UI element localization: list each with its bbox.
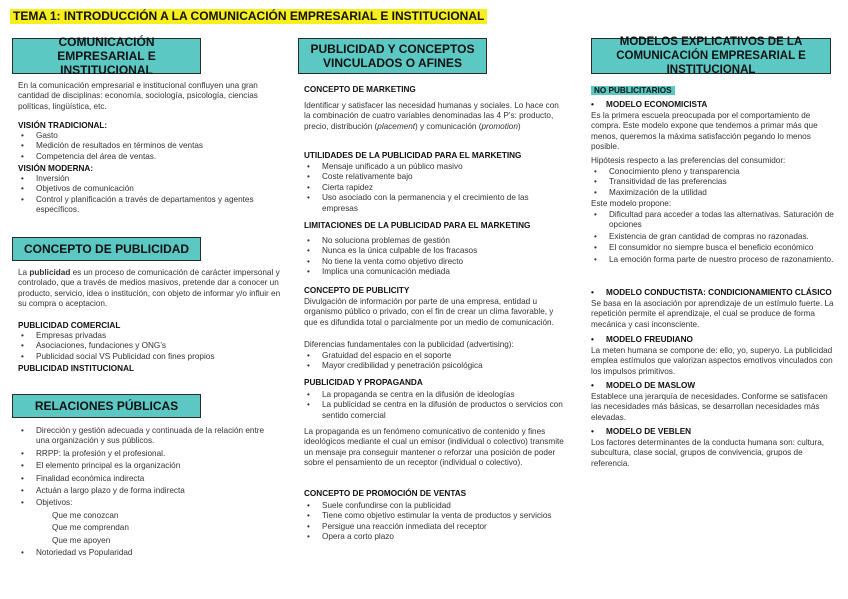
list-item: • No soluciona problemas de gestión <box>304 236 562 246</box>
list-item: • Opera a corto plazo <box>304 532 562 542</box>
italic-term: placement <box>377 121 416 131</box>
list-item: • Suele confundirse con la publicidad <box>304 501 562 511</box>
list-item: • Persigue una reacción inmediata del receptor <box>304 522 562 532</box>
list-item: • Dificultad para acceder a todas las alternativas. Saturación de opciones <box>591 210 839 231</box>
publicity-paragraph: Divulgación de información por parte de una empresa, entidad u organismo público o privado, con el fin de crear un clima favorable, y que es difundida total o parcialmente por un medio de comunicación. <box>304 297 554 327</box>
list-item: • Transitividad de las preferencias <box>591 177 839 187</box>
maslow-heading: • MODELO DE MASLOW <box>588 381 695 391</box>
list-item: • Objetivos: <box>18 498 274 508</box>
economicista-paragraph: Es la primera escuela preocupada por el comportamiento de compra. Este modelo expone que tendemos a primar más que menos, queremos la máxima satisfacción pegando lo menos posible. <box>591 111 818 152</box>
propaganda-paragraph: La propaganda es un fenómeno comunicativo de contenido y fines ideológicos mediante el cual un emisor (individual o colectivo) transmite un mensaje pra conseguir mantener o reforzar una posición de poder sobre el pensamiento de un receptor (individual o colectivo). <box>304 427 564 468</box>
list-item: • Cierta rapidez <box>304 183 562 193</box>
conductista-paragraph: Se basa en la asociación por aprendizaje de un estímulo fuerte. La repetición permite el aprendizaje, el cual se produce de forma mecánica y casi inconsciente. <box>591 299 834 329</box>
section-box-comunicacion <box>12 35 201 77</box>
section-title: RELACIONES PÚBLICAS <box>34 399 179 413</box>
section-box-modelos <box>591 38 831 74</box>
italic-term: promotion <box>481 121 518 131</box>
list-item: • Uso asociado con la permanencia y el crecimiento de las empresas <box>304 193 562 214</box>
veblen-heading: • MODELO DE VEBLEN <box>588 427 691 437</box>
text-span: La <box>18 268 30 277</box>
freudiano-paragraph: La meten humana se compone de: ello, yo, superyo. La publicidad emplea estímulos que valorizan aspectos emotivos vinculados con los impulsos primitivos. <box>591 346 833 376</box>
list-item: • La propaganda se centra en la difusión de ideologías <box>304 390 566 400</box>
list-item: • El elemento principal es la organización <box>18 461 274 471</box>
list-item: • Mayor credibilidad y penetración psicológica <box>304 361 562 371</box>
economicista-list <box>591 167 839 198</box>
economicista-list-2 <box>591 210 839 265</box>
list-item: • Asociaciones, fundaciones y ONG’s <box>18 341 280 351</box>
objetivo-item: Que me apoyen <box>52 535 111 545</box>
list-item: • RRPP: la profesión y el profesional. <box>18 449 274 459</box>
objetivo-item: Que me comprendan <box>52 523 129 533</box>
maslow-paragraph: Establece una jerarquía de necesidades. Conforme se satisfacen las necesidades más básicas, se desarrollan necesidades más elevadas. <box>591 392 828 422</box>
publicity-diff: Diferencias fundamentales con la publicidad (advertising): <box>304 340 514 349</box>
list-item: • El consumidor no siempre busca el beneficio económico <box>591 243 839 253</box>
economicista-propone: Este modelo propone: <box>591 199 672 208</box>
publicidad-paragraph <box>18 268 286 310</box>
veblen-paragraph: Los factores determinantes de la conducta humana son: cultura, subcultura, clase social, grupos de convivencia, grupos de referencia. <box>591 438 825 468</box>
text-span: es un proceso de comunicación de carácter impersonal y controlado, que a través de medios masivos, pretende dar a conocer un producto, servicio, idea o institución, con objeto de informar y/o influir en su compra o aceptacion. <box>18 268 281 309</box>
publicity-list <box>304 351 562 372</box>
list-item: • No tiene la venta como objetivo directo <box>304 257 562 267</box>
text-span: Identificar y satisfacer las necesidad humanas y sociales. Lo hace con la combinación de cuatro variables denominadas las 4 P’s: producto, precio, distribución ( <box>304 101 559 131</box>
section-title: CONCEPTO DE PUBLICIDAD <box>23 242 190 256</box>
list-item: • Inversión <box>18 174 284 184</box>
vision-moderna-heading: VISIÓN MODERNA: <box>18 164 94 173</box>
highlight-label: NO PUBLICITARIOS <box>591 86 675 95</box>
section-box-publicidad <box>12 237 201 261</box>
relaciones-list <box>18 426 274 558</box>
limitaciones-heading: LIMITACIONES DE LA PUBLICIDAD PARA EL MARKETING <box>304 221 531 230</box>
section-title: COMUNICACIÓN EMPRESARIAL E INSTITUCIONAL <box>57 35 156 77</box>
list-item: • Empresas privadas <box>18 331 280 341</box>
list-item: • Maximización de la utilidad <box>591 188 839 198</box>
text-span: ) y comunicación ( <box>415 121 482 131</box>
freudiano-heading: • MODELO FREUDIANO <box>588 335 693 345</box>
no-publicitarios-heading <box>591 86 675 96</box>
section-title: MODELOS EXPLICATIVOS DE LA COMUNICACIÓN EMPRESARIAL E INSTITUCIONAL <box>616 36 806 76</box>
limitaciones-list <box>304 236 562 278</box>
list-item: • Gratuidad del espacio en el soporte <box>304 351 562 361</box>
list-item: • Publicidad social VS Publicidad con fines propios <box>18 352 280 362</box>
marketing-heading: CONCEPTO DE MARKETING <box>304 85 416 94</box>
list-item: • Competencia del área de ventas. <box>18 152 280 162</box>
objetivo-item: Que me conozcan <box>52 510 119 520</box>
section-box-conceptos <box>298 38 487 74</box>
list-item: • Coste relativamente bajo <box>304 172 562 182</box>
utilidades-list <box>304 162 562 214</box>
marketing-paragraph <box>304 101 566 132</box>
promocion-heading: CONCEPTO DE PROMOCIÓN DE VENTAS <box>304 489 467 498</box>
list-item: • Nunca es la única culpable de los fracasos <box>304 246 562 256</box>
publicidad-institucional-heading: PUBLICIDAD INSTITUCIONAL <box>18 364 134 373</box>
section-box-relaciones <box>12 394 201 418</box>
vision-tradicional-heading: VISIÓN TRADICIONAL: <box>18 121 108 130</box>
text-span: ) <box>517 121 521 131</box>
propaganda-list <box>304 390 566 421</box>
publicity-heading: CONCEPTO DE PUBLICITY <box>304 286 410 295</box>
publicidad-comercial-list <box>18 331 280 362</box>
list-item: • La emoción forma parte de nuestro proceso de razonamiento. <box>591 255 839 265</box>
page-title: TEMA 1: INTRODUCCIÓN A LA COMUNICACIÓN EMPRESARIAL E INSTITUCIONAL <box>10 9 487 24</box>
list-item: • Conocimiento pleno y transparencia <box>591 167 839 177</box>
list-item: • Finalidad económica indirecta <box>18 474 274 484</box>
list-item: • Gasto <box>18 131 280 141</box>
list-item: • Objetivos de comunicación <box>18 184 284 194</box>
list-item: • Control y planificación a través de departamentos y agentes específicos. <box>18 195 284 216</box>
list-item: • Dirección y gestión adecuada y continuada de la relación entre una organización y sus públicos. <box>18 426 274 447</box>
vision-moderna-list <box>18 174 284 216</box>
conductista-heading: • MODELO CONDUCTISTA: CONDICIONAMIENTO CLÁSICO <box>588 288 832 298</box>
vision-tradicional-list <box>18 131 280 162</box>
list-item: • Medición de resultados en términos de ventas <box>18 141 280 151</box>
economicista-heading: • MODELO ECONOMICISTA <box>588 100 707 110</box>
utilidades-heading: UTILIDADES DE LA PUBLICIDAD PARA EL MARKETING <box>304 151 522 160</box>
publicidad-comercial-heading: PUBLICIDAD COMERCIAL <box>18 321 121 330</box>
promocion-list <box>304 501 562 543</box>
list-item: • Tiene como objetivo estimular la venta de productos y servicios <box>304 511 562 521</box>
list-item: • Actuán a largo plazo y de forma indirecta <box>18 486 274 496</box>
bold-term: publicidad <box>29 268 71 277</box>
list-item: • Notoriedad vs Popularidad <box>18 548 274 558</box>
section-title: PUBLICIDAD Y CONCEPTOS VINCULADOS O AFINES <box>310 42 475 70</box>
list-item: • Mensaje unificado a un público masivo <box>304 162 562 172</box>
list-item: • La publicidad se centra en la difusión de productos o servicios con sentido comercial <box>304 400 566 421</box>
economicista-hipotesis: Hipótesis respecto a las preferencias del consumidor: <box>591 156 786 165</box>
list-item: • Implica una comunicación mediada <box>304 267 562 277</box>
intro-paragraph: En la comunicación empresarial e institucional confluyen una gran cantidad de disciplinas: economía, sociología, psicología, ciencias políticas, lingüística, etc. <box>18 81 258 111</box>
propaganda-heading: PUBLICIDAD Y PROPAGANDA <box>304 378 423 387</box>
list-item: • Existencia de gran cantidad de compras no razonadas. <box>591 232 839 242</box>
